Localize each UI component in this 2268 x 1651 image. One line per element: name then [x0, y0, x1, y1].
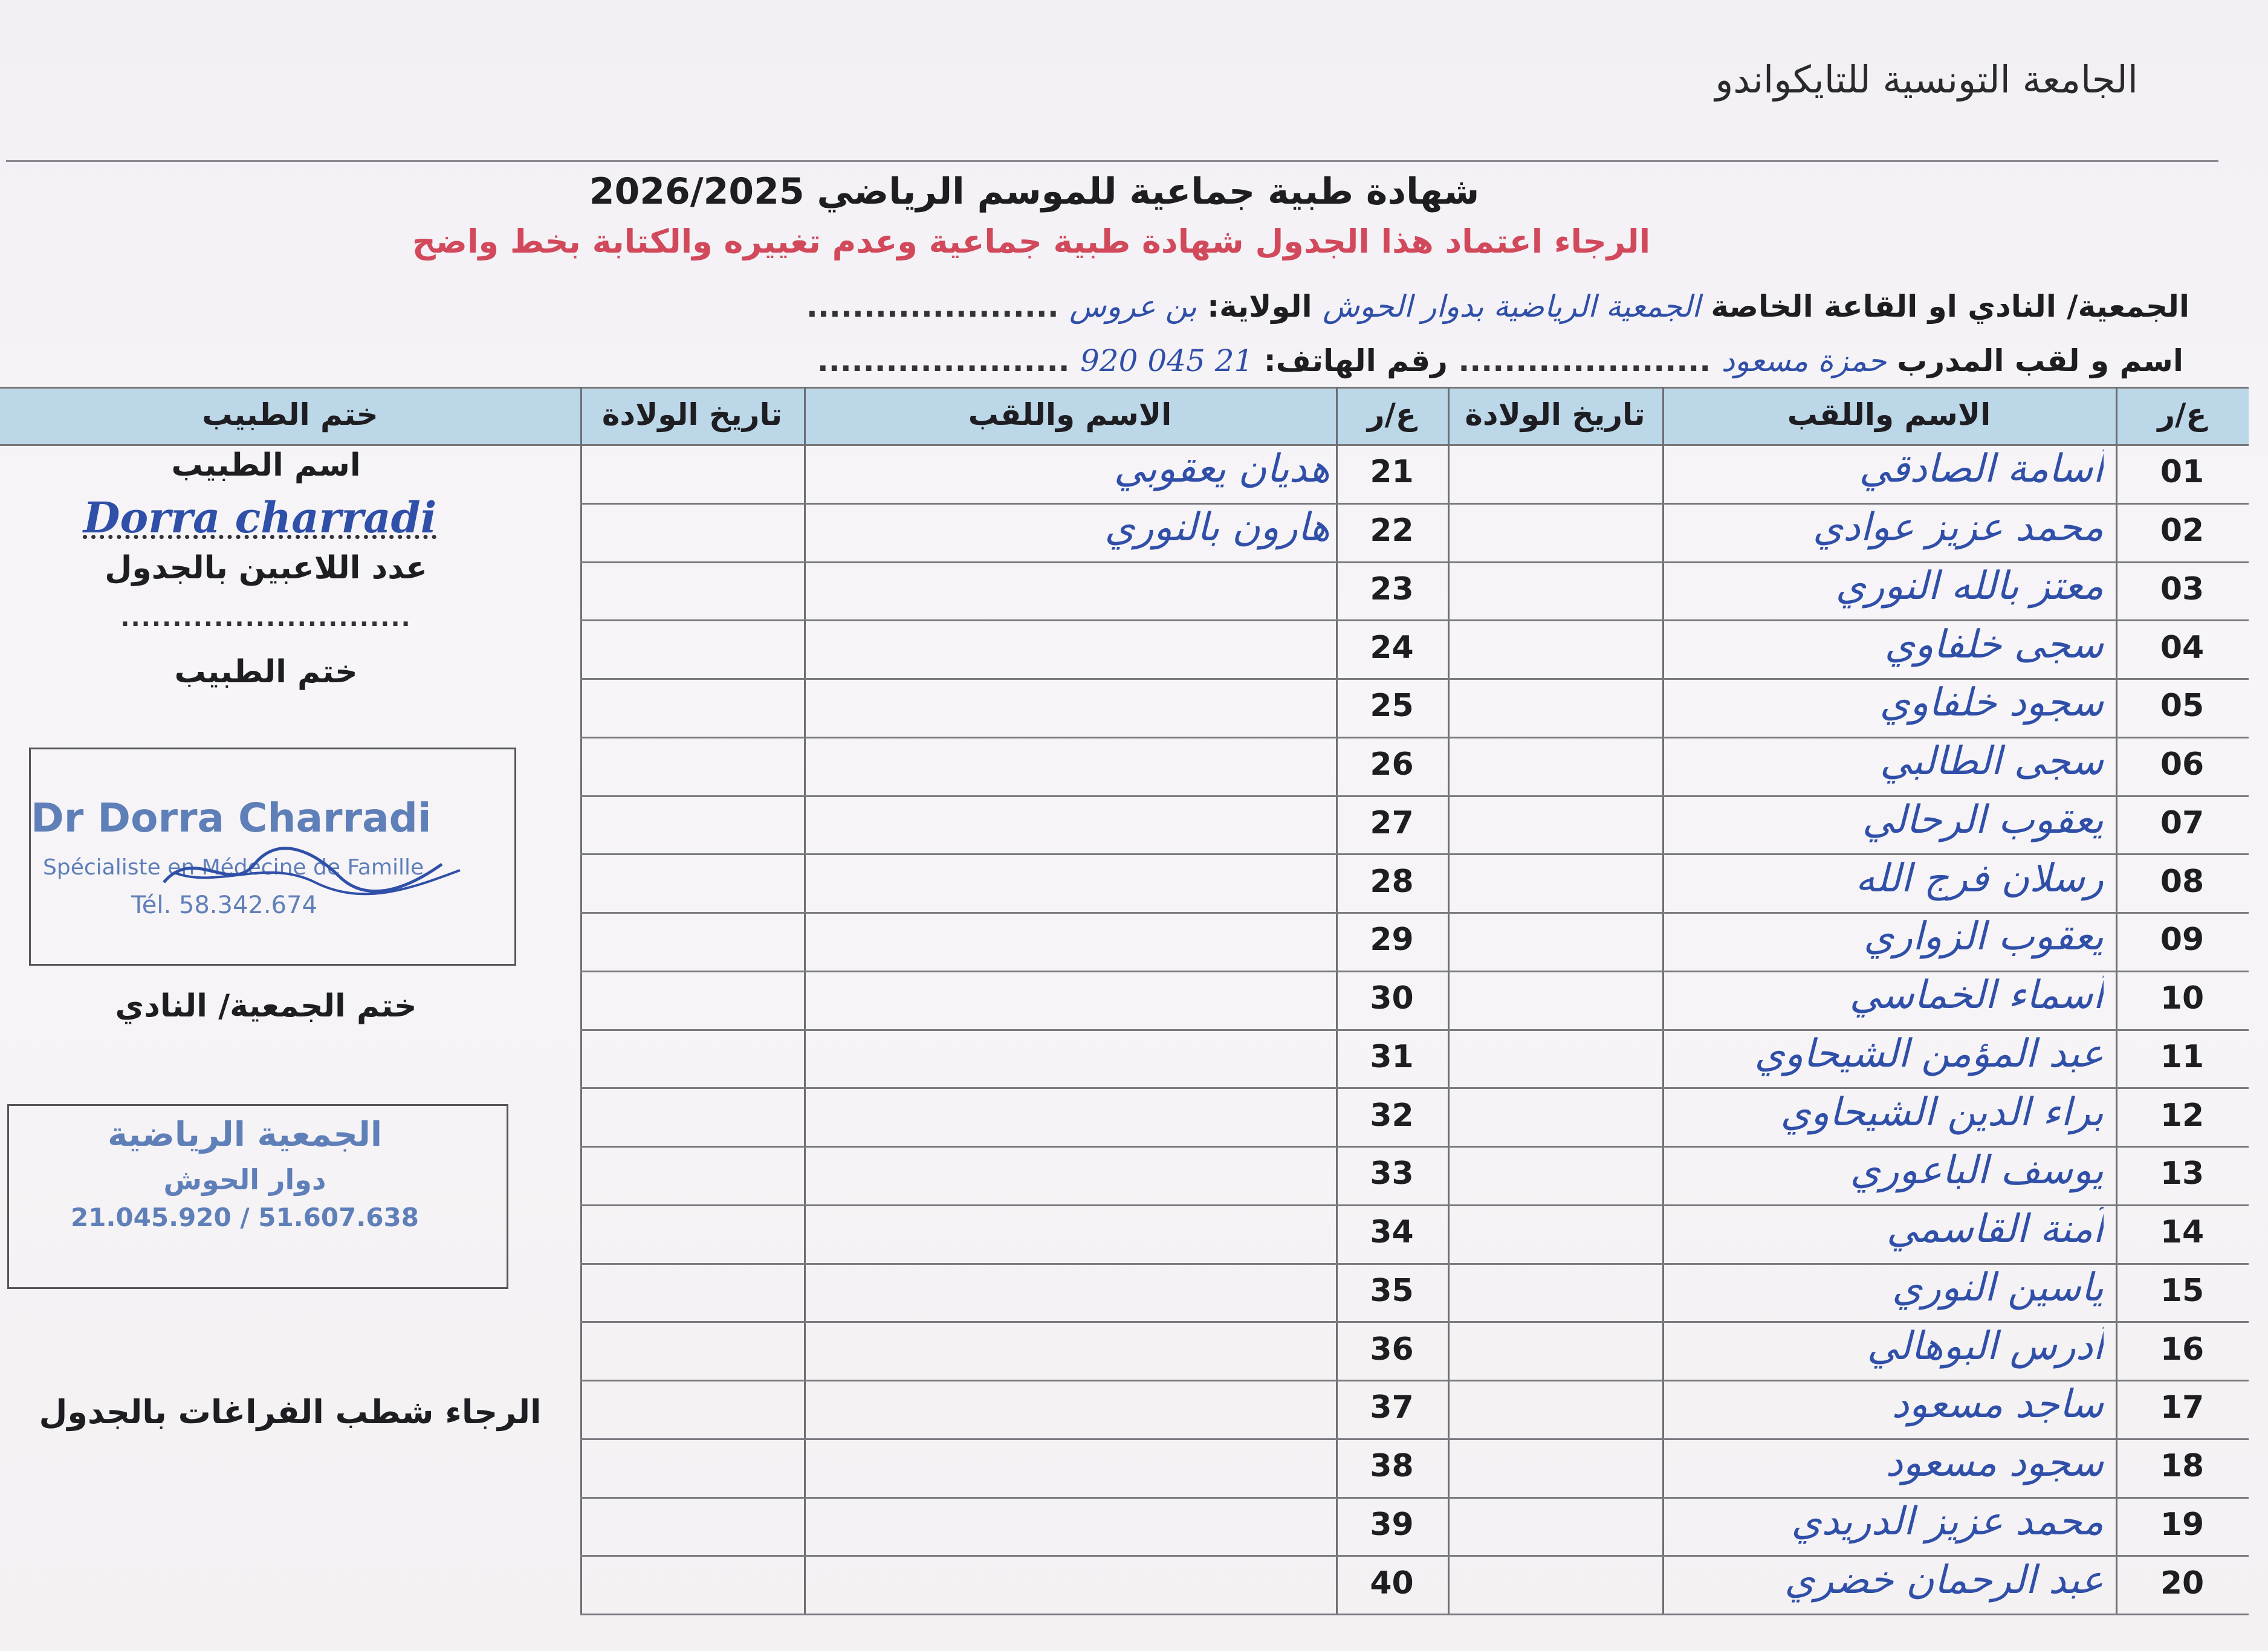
row-divider: [580, 853, 2249, 855]
instructions-subtitle: الرجاء اعتماد هذا الجدول شهادة طبية جماعية وعدم تغييره والكتابة بخط واضح: [412, 222, 1651, 260]
header-num-left: ع/ر: [1367, 397, 1417, 432]
player-name-right: يوسف الباعوري: [1850, 1148, 2104, 1194]
header-name-right: الاسم واللقب: [1787, 397, 1991, 432]
row-divider: [580, 737, 2249, 738]
signature-scribble: [158, 840, 472, 906]
row-number-left: 37: [1370, 1389, 1414, 1426]
phone-dots: ......................: [817, 343, 1070, 378]
footer-note: الرجاء شطب الفراغات بالجدول: [39, 1393, 542, 1431]
row-number-left: 33: [1370, 1155, 1414, 1192]
column-divider: [580, 387, 582, 1614]
row-divider: [580, 561, 2249, 563]
coach-label: اسم و لقب المدرب: [1897, 343, 2183, 378]
row-number-left: 28: [1370, 863, 1414, 900]
row-number-left: 25: [1370, 688, 1414, 725]
state-label: الولاية:: [1207, 289, 1312, 324]
player-name-right: عبد الرحمان خضري: [1784, 1557, 2104, 1603]
row-number-left: 23: [1370, 570, 1414, 607]
player-name-right: أدرس البوهالي: [1867, 1323, 2104, 1369]
row-divider: [580, 1204, 2249, 1206]
club-info-line: [806, 289, 2189, 324]
header-dob-right: تاريخ الولادة: [1465, 397, 1645, 432]
row-number-left: 39: [1370, 1506, 1414, 1543]
player-name-right: معتز بالله النوري: [1835, 563, 2104, 609]
row-divider: [580, 971, 2249, 972]
column-divider: [804, 387, 806, 1614]
row-number-left: 30: [1370, 980, 1414, 1017]
phone-label: رقم الهاتف:: [1263, 343, 1448, 378]
row-divider: [580, 1263, 2249, 1265]
row-divider: [580, 912, 2249, 914]
row-number-right: 14: [2160, 1214, 2205, 1251]
row-number-left: 36: [1370, 1331, 1414, 1368]
club-stamp-label: ختم الجمعية/ النادي: [115, 988, 417, 1024]
row-number-left: 32: [1370, 1097, 1414, 1134]
player-name-right: يعقوب الزواري: [1864, 914, 2104, 960]
coach-info-line: [817, 343, 2183, 378]
row-number-right: 05: [2160, 688, 2205, 725]
row-divider: [580, 1087, 2249, 1089]
row-number-right: 04: [2160, 629, 2205, 666]
row-number-left: 34: [1370, 1214, 1414, 1251]
header-divider: [6, 160, 2218, 162]
row-divider: [580, 1614, 2249, 1615]
player-name-right: عبد المؤمن الشيحاوي: [1754, 1031, 2104, 1076]
coach-dots: ......................: [1458, 343, 1711, 378]
player-name-right: ساجد مسعود: [1891, 1382, 2104, 1427]
row-number-left: 22: [1370, 512, 1414, 549]
row-number-right: 16: [2160, 1331, 2205, 1368]
row-number-right: 09: [2160, 922, 2205, 958]
state-dots: ......................: [806, 289, 1059, 324]
row-number-left: 21: [1370, 454, 1414, 491]
header-name-left: الاسم واللقب: [968, 397, 1172, 432]
players-count-label: عدد اللاعبين بالجدول: [105, 550, 427, 586]
player-name-right: سجود مسعود: [1885, 1441, 2104, 1486]
player-name-right: محمد عزيز الدريدي: [1791, 1499, 2104, 1544]
player-name-right: براء الدين الشيحاوي: [1780, 1090, 2104, 1135]
player-name-right: أسماء الخماسي: [1849, 973, 2104, 1018]
row-number-left: 38: [1370, 1448, 1414, 1485]
doctor-name-label: اسم الطبيب: [171, 447, 361, 483]
column-divider: [1662, 387, 1664, 1614]
row-divider: [580, 1438, 2249, 1440]
row-divider: [580, 619, 2249, 621]
federation-name: الجامعة التونسية للتايكواندو: [1715, 57, 2138, 102]
header-num-right: ع/ر: [2157, 397, 2207, 432]
player-name-right: سجى خلفاوي: [1884, 622, 2104, 667]
row-divider: [580, 795, 2249, 797]
player-name-right: رسلان فرج الله: [1855, 856, 2104, 901]
doctor-stamp-box: [29, 748, 516, 966]
header-doctor-stamp: ختم الطبيب: [202, 397, 378, 432]
row-number-left: 26: [1370, 746, 1414, 783]
row-divider: [580, 1497, 2249, 1499]
player-name-right: محمد عزيز عوادي: [1812, 505, 2104, 551]
state-value: بن عروس: [1069, 289, 1197, 324]
row-number-left: 31: [1370, 1038, 1414, 1075]
row-number-right: 12: [2160, 1097, 2205, 1134]
coach-value: حمزة مسعود: [1721, 343, 1887, 378]
player-name-right: يعقوب الرحالي: [1862, 797, 2104, 842]
row-divider: [580, 1555, 2249, 1557]
row-number-right: 01: [2160, 454, 2205, 491]
players-count-dots: ............................: [120, 604, 412, 632]
column-divider: [1448, 387, 1450, 1614]
player-name-right: آمنة القاسمي: [1886, 1207, 2104, 1252]
row-divider: [580, 678, 2249, 680]
doctor-stamp-label: ختم الطبيب: [174, 654, 358, 690]
row-number-right: 18: [2160, 1448, 2205, 1485]
page-title: شهادة طبية جماعية للموسم الرياضي 2026/2025: [589, 170, 1480, 213]
row-number-right: 15: [2160, 1272, 2205, 1309]
row-number-right: 02: [2160, 512, 2205, 549]
row-number-right: 08: [2160, 863, 2205, 900]
row-number-right: 10: [2160, 980, 2205, 1017]
row-number-right: 06: [2160, 746, 2205, 783]
doctor-name-value: Dorra charradi: [83, 493, 437, 543]
player-name-right: سجود خلفاوي: [1879, 680, 2104, 726]
row-divider: [580, 1146, 2249, 1148]
header-dob-left: تاريخ الولادة: [601, 397, 783, 432]
row-number-right: 19: [2160, 1506, 2205, 1543]
row-number-right: 03: [2160, 570, 2205, 607]
club-stamp-location: دوار الحوش: [163, 1163, 326, 1196]
row-divider: [580, 1380, 2249, 1381]
row-number-left: 29: [1370, 922, 1414, 958]
phone-value: 21 045 920: [1080, 343, 1254, 378]
row-divider: [580, 503, 2249, 505]
player-name-right: أسامة الصادقي: [1859, 447, 2104, 492]
row-divider: [580, 1321, 2249, 1323]
row-number-left: 35: [1370, 1272, 1414, 1309]
player-name-left: هارون بالنوري: [1104, 505, 1330, 551]
club-stamp-phones: 21.045.920 / 51.607.638: [71, 1203, 419, 1232]
doctor-stamp-specialty: Spécialiste en Médecine de Famille: [43, 855, 424, 880]
row-number-right: 13: [2160, 1155, 2205, 1192]
row-number-right: 17: [2160, 1389, 2205, 1426]
doctor-stamp-name: Dr Dorra Charradi: [31, 795, 432, 841]
doctor-stamp-phone: Tél. 58.342.674: [131, 891, 317, 919]
row-number-right: 07: [2160, 804, 2205, 841]
club-stamp-box: [7, 1104, 508, 1289]
player-name-right: سجى الطالبي: [1879, 739, 2104, 784]
row-divider: [580, 1029, 2249, 1031]
row-number-left: 27: [1370, 804, 1414, 841]
club-label: الجمعية/ النادي او القاعة الخاصة: [1711, 289, 2189, 324]
row-number-left: 24: [1370, 629, 1414, 666]
player-name-right: ياسين النوري: [1892, 1265, 2104, 1310]
row-number-right: 20: [2160, 1565, 2205, 1601]
row-number-right: 11: [2160, 1038, 2205, 1075]
club-value: الجمعية الرياضية بدوار الحوش: [1323, 289, 1700, 324]
club-stamp-name: الجمعية الرياضية: [107, 1115, 383, 1154]
player-name-left: هديان يعقوبي: [1113, 447, 1330, 492]
row-number-left: 40: [1370, 1565, 1414, 1601]
